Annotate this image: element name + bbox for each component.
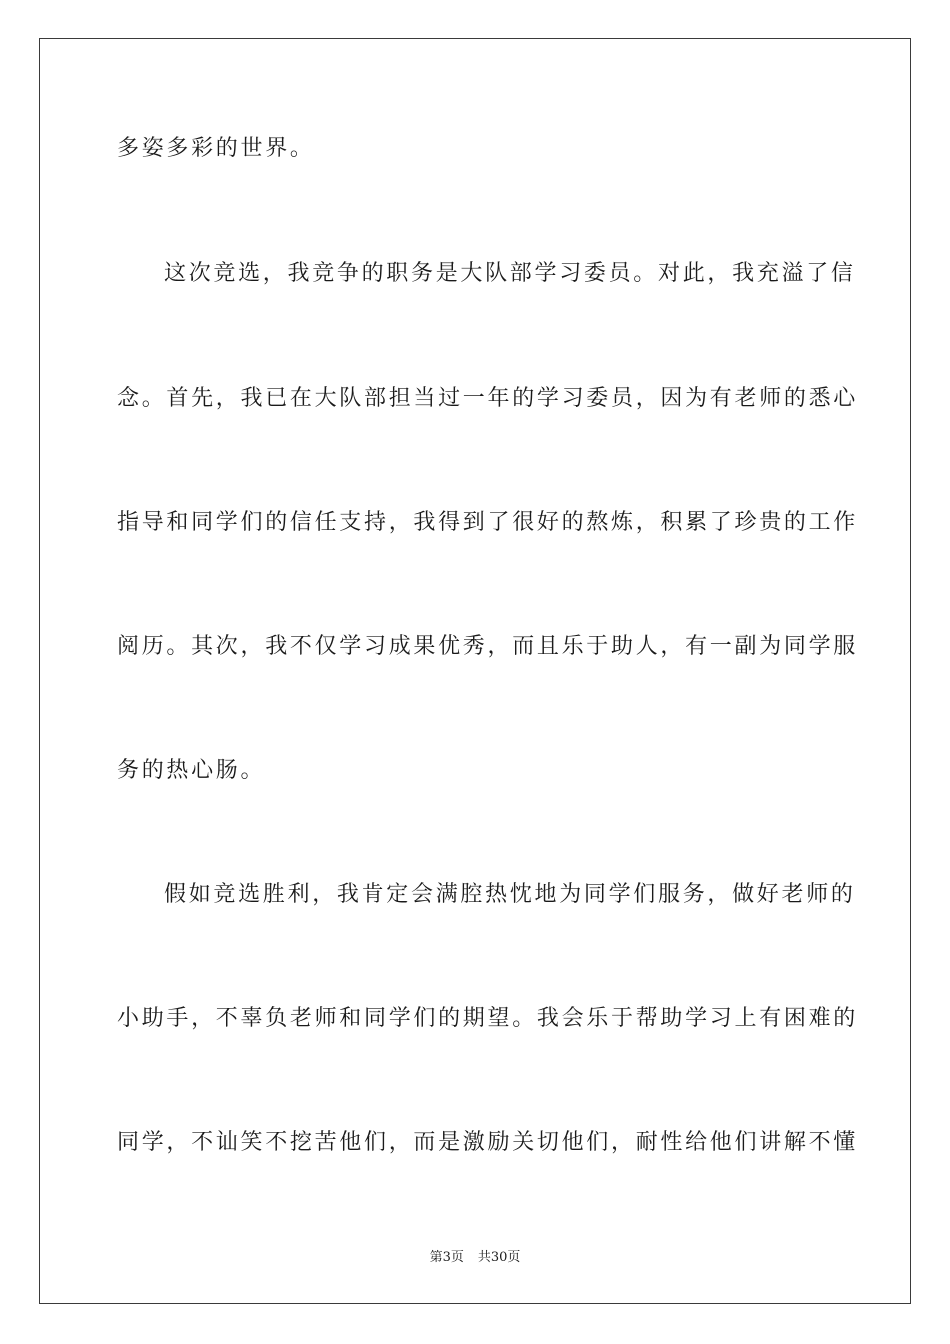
text-line: 多姿多彩的世界。 bbox=[117, 136, 315, 161]
text-line: 阅历。其次，我不仅学习成果优秀，而且乐于助人，有一副为同学服 bbox=[117, 634, 859, 659]
page-border bbox=[39, 38, 911, 1304]
text-line: 小助手，不辜负老师和同学们的期望。我会乐于帮助学习上有困难的 bbox=[117, 1006, 859, 1031]
total-pages: 共30页 bbox=[477, 1250, 521, 1265]
page-footer bbox=[0, 1246, 950, 1265]
text-line: 指导和同学们的信任支持，我得到了很好的熬炼，积累了珍贵的工作 bbox=[117, 510, 859, 535]
page-number: 第3页 bbox=[429, 1250, 464, 1265]
text-line: 念。首先，我已在大队部担当过一年的学习委员，因为有老师的悉心 bbox=[117, 386, 859, 411]
paragraph-start-line: 这次竞选，我竞争的职务是大队部学习委员。对此，我充溢了信 bbox=[164, 261, 856, 286]
text-line: 务的热心肠。 bbox=[117, 758, 266, 783]
paragraph-start-line: 假如竞选胜利，我肯定会满腔热忱地为同学们服务，做好老师的 bbox=[164, 882, 856, 907]
text-line: 同学，不讪笑不挖苦他们，而是激励关切他们，耐性给他们讲解不懂 bbox=[117, 1130, 859, 1155]
